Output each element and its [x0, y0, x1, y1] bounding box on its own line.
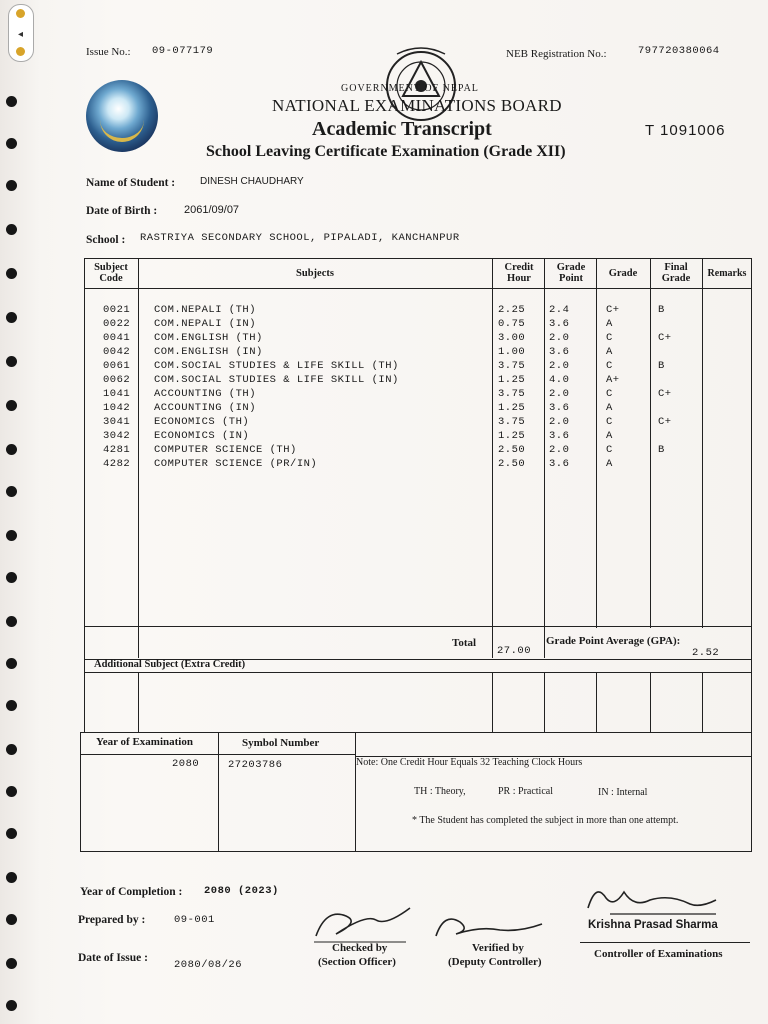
- cell-credit: 3.75: [498, 388, 526, 400]
- cell-subject: COM.SOCIAL STUDIES & LIFE SKILL (IN): [154, 374, 399, 386]
- cell-grade: A: [606, 318, 613, 330]
- completion-value: 2080 (2023): [204, 885, 279, 897]
- symbol-number: 27203786: [228, 759, 283, 771]
- prepared-by-label: Prepared by :: [78, 914, 146, 926]
- cell-grade: A: [606, 402, 613, 414]
- neb-registration-label: NEB Registration No.:: [506, 48, 607, 60]
- cell-subject: ACCOUNTING (IN): [154, 402, 257, 414]
- cell-code: 3042: [103, 430, 131, 442]
- cell-subject: COMPUTER SCIENCE (PR/IN): [154, 458, 318, 470]
- cell-gp: 2.4: [549, 304, 570, 316]
- cell-subject: COM.ENGLISH (IN): [154, 346, 263, 358]
- col-subject-code: Subject Code: [94, 262, 128, 284]
- cell-grade: C: [606, 416, 613, 428]
- cell-gp: 4.0: [549, 374, 570, 386]
- cell-final: C+: [658, 388, 672, 400]
- cell-code: 3041: [103, 416, 131, 428]
- cell-code: 1042: [103, 402, 131, 414]
- deputy-controller-role: (Deputy Controller): [448, 956, 542, 968]
- cell-final: C+: [658, 416, 672, 428]
- dob-value: 2061/09/07: [184, 204, 240, 216]
- abbrev-internal: IN : Internal: [598, 787, 648, 798]
- cell-gp: 2.0: [549, 360, 570, 372]
- cell-credit: 1.25: [498, 402, 526, 414]
- cell-grade: C: [606, 360, 613, 372]
- cell-gp: 2.0: [549, 444, 570, 456]
- scroll-handle[interactable]: ◂: [8, 4, 34, 62]
- checked-by: Checked by: [332, 942, 388, 954]
- col-remarks: Remarks: [707, 268, 747, 279]
- year-of-exam: 2080: [172, 758, 200, 770]
- cell-grade: C+: [606, 304, 620, 316]
- government-heading: GOVERNMENT OF NEPAL: [341, 83, 479, 94]
- cell-gp: 2.0: [549, 416, 570, 428]
- cell-credit: 1.00: [498, 346, 526, 358]
- col-grade-point: Grade Point: [556, 262, 586, 284]
- cell-code: 1041: [103, 388, 131, 400]
- cell-gp: 2.0: [549, 388, 570, 400]
- cell-code: 0021: [103, 304, 131, 316]
- cell-subject: ECONOMICS (IN): [154, 430, 250, 442]
- document-subtitle: School Leaving Certificate Examination (Grade XII): [206, 143, 566, 160]
- cell-grade: A: [606, 458, 613, 470]
- section-officer-signature-icon: [306, 898, 416, 948]
- cell-grade: A: [606, 346, 613, 358]
- cell-subject: ACCOUNTING (TH): [154, 388, 257, 400]
- cell-subject: COM.NEPALI (IN): [154, 318, 257, 330]
- cell-credit: 3.00: [498, 332, 526, 344]
- cell-subject: ECONOMICS (TH): [154, 416, 250, 428]
- abbrev-theory: TH : Theory,: [414, 786, 466, 797]
- cell-credit: 1.25: [498, 374, 526, 386]
- cell-code: 4281: [103, 444, 131, 456]
- completion-label: Year of Completion :: [80, 886, 183, 898]
- cell-grade: C: [606, 388, 613, 400]
- cell-gp: 3.6: [549, 318, 570, 330]
- cell-grade: C: [606, 332, 613, 344]
- year-of-exam-label: Year of Examination: [96, 736, 193, 748]
- cell-grade: C: [606, 444, 613, 456]
- issue-date-label: Date of Issue :: [78, 952, 148, 964]
- cell-final: C+: [658, 332, 672, 344]
- cell-subject: COMPUTER SCIENCE (TH): [154, 444, 297, 456]
- total-credit: 27.00: [497, 645, 532, 657]
- cell-code: 0022: [103, 318, 131, 330]
- dob-label: Date of Birth :: [86, 205, 158, 217]
- prepared-by-value: 09-001: [174, 914, 215, 926]
- cell-subject: COM.SOCIAL STUDIES & LIFE SKILL (TH): [154, 360, 399, 372]
- col-credit-hour: Credit Hour: [504, 262, 534, 284]
- hologram-seal-icon: [86, 80, 158, 152]
- student-name-label: Name of Student :: [86, 177, 176, 189]
- symbol-number-label: Symbol Number: [242, 737, 320, 749]
- cell-gp: 2.0: [549, 332, 570, 344]
- neb-registration-number: 797720380064: [638, 45, 720, 57]
- controller-role: Controller of Examinations: [594, 948, 723, 960]
- cell-final: B: [658, 360, 665, 372]
- col-grade: Grade: [608, 268, 638, 279]
- cell-code: 0041: [103, 332, 131, 344]
- school-value: RASTRIYA SECONDARY SCHOOL, PIPALADI, KANCHANPUR: [140, 232, 460, 244]
- school-label: School :: [86, 234, 126, 246]
- col-final-grade: Final Grade: [661, 262, 691, 284]
- cell-credit: 3.75: [498, 416, 526, 428]
- cell-final: B: [658, 444, 665, 456]
- verified-by: Verified by: [472, 942, 524, 954]
- cell-credit: 3.75: [498, 360, 526, 372]
- deputy-controller-signature-icon: [430, 906, 550, 942]
- cell-subject: COM.ENGLISH (TH): [154, 332, 263, 344]
- issue-date-value: 2080/08/26: [174, 959, 243, 971]
- section-officer-role: (Section Officer): [318, 956, 396, 968]
- cell-code: 0062: [103, 374, 131, 386]
- total-label: Total: [452, 637, 477, 649]
- cell-gp: 3.6: [549, 430, 570, 442]
- student-name: DINESH CHAUDHARY: [200, 176, 304, 187]
- issue-label: Issue No.:: [86, 46, 131, 58]
- cell-grade: A+: [606, 374, 620, 386]
- additional-subject-label: Additional Subject (Extra Credit): [94, 659, 246, 670]
- cell-credit: 0.75: [498, 318, 526, 330]
- attempt-note: * The Student has completed the subject in more than one attempt.: [412, 815, 679, 826]
- credit-hour-note: Note: One Credit Hour Equals 32 Teaching Clock Hours: [356, 757, 583, 768]
- cell-gp: 3.6: [549, 402, 570, 414]
- controller-signature-icon: [580, 878, 720, 918]
- cell-final: B: [658, 304, 665, 316]
- serial-number: T 1091006: [645, 122, 726, 139]
- cell-gp: 3.6: [549, 458, 570, 470]
- cell-subject: COM.NEPALI (TH): [154, 304, 257, 316]
- cell-credit: 2.50: [498, 458, 526, 470]
- cell-code: 0061: [103, 360, 131, 372]
- issue-number: 09-077179: [152, 45, 214, 57]
- cell-code: 0042: [103, 346, 131, 358]
- abbrev-practical: PR : Practical: [498, 786, 553, 797]
- cell-code: 4282: [103, 458, 131, 470]
- cell-credit: 2.25: [498, 304, 526, 316]
- document-title: Academic Transcript: [312, 118, 492, 140]
- gpa-label: Grade Point Average (GPA):: [546, 635, 681, 647]
- controller-name: Krishna Prasad Sharma: [588, 919, 718, 931]
- col-subjects: Subjects: [296, 268, 334, 279]
- cell-credit: 1.25: [498, 430, 526, 442]
- gpa-value: 2.52: [692, 647, 720, 659]
- board-name: NATIONAL EXAMINATIONS BOARD: [272, 96, 562, 115]
- cell-grade: A: [606, 430, 613, 442]
- cell-gp: 3.6: [549, 346, 570, 358]
- cell-credit: 2.50: [498, 444, 526, 456]
